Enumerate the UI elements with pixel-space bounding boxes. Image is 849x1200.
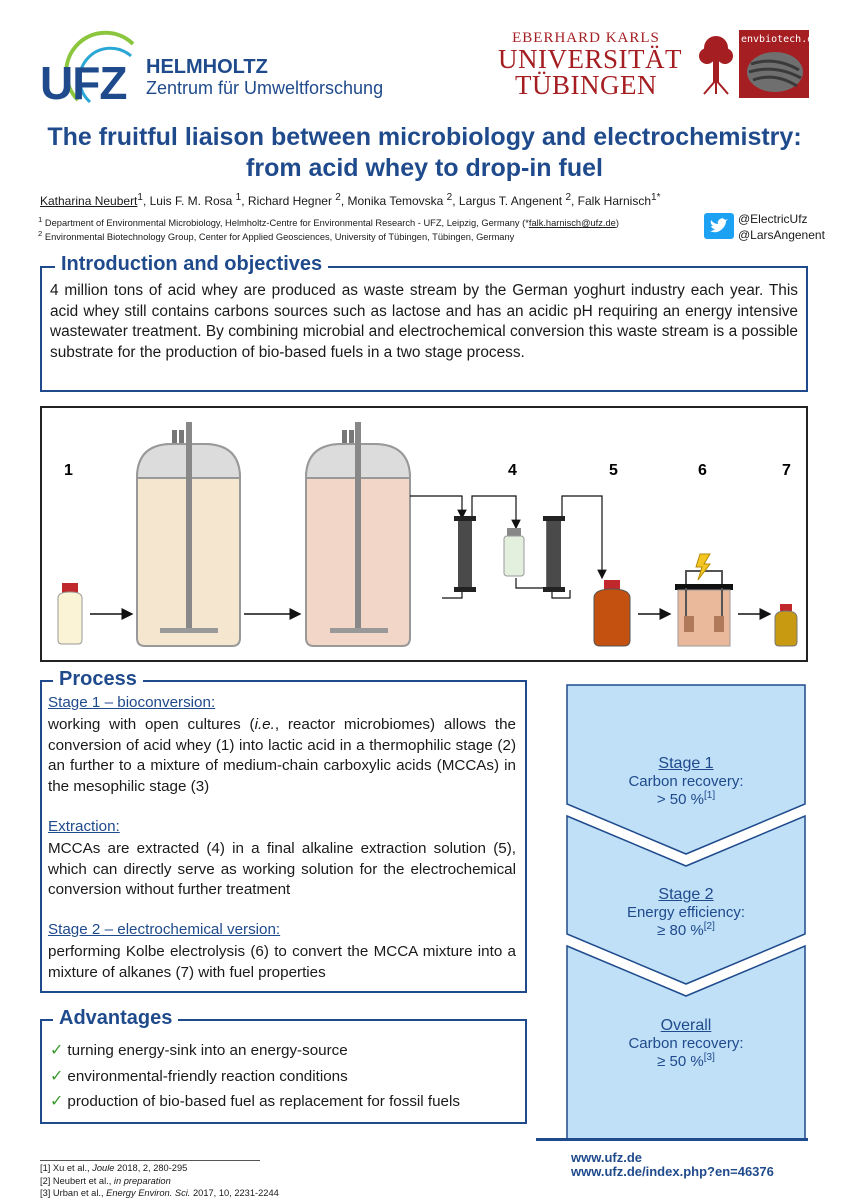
tuebingen-logo-line2: UNIVERSITÄT — [498, 44, 682, 74]
poster-title-line2: from acid whey to drop-in fuel — [246, 154, 603, 182]
ufz-logo-text: UFZ — [40, 57, 127, 109]
stage-1-heading: Stage 1 — [658, 755, 714, 772]
reference-3-journal: Energy Environ. Sci. — [106, 1188, 191, 1198]
envbiotech-label: envbiotech.de — [741, 34, 820, 45]
twitter-icon — [704, 213, 734, 239]
stage-1-value — [567, 790, 805, 808]
footer-url-1[interactable]: www.ufz.de — [571, 1150, 643, 1165]
author-4-sup: 2 — [446, 192, 453, 203]
acid-whey-bottle — [58, 583, 82, 644]
reference-2 — [40, 1176, 171, 1186]
author-2: , Luis F. M. Rosa — [142, 194, 236, 208]
stage-1-line1: Carbon recovery: — [628, 773, 744, 790]
author-6: , Falk Harnisch — [571, 194, 652, 208]
contact-email-link[interactable]: falk.harnisch@ufz.de — [528, 218, 616, 229]
advantage-item — [50, 1066, 348, 1086]
process-diagram — [40, 406, 808, 662]
intro-text: 4 million tons of acid whey are produced as waste stream by the German yoghurt industry each year. This acid whey still contains carbons sources such as lactose and has an acidic pH requiring an energy intensive wastewater treatment. By combining microbial and electrochemical conversion this waste stream is a possible substrate for the production of bio-based fuels in a two stage process. — [50, 282, 798, 361]
stage-1-ref: [1] — [704, 790, 716, 801]
diagram-label-6: 6 — [698, 462, 707, 479]
overall-heading: Overall — [660, 1017, 712, 1034]
reference-2-authors: [2] Neubert et al., — [40, 1176, 114, 1186]
author-1-sup: 1 — [137, 192, 143, 203]
affiliation-2-text: Environmental Biotechnology Group, Center for Applied Geosciences, University of Tübingen, Tübingen, Germany — [42, 232, 515, 243]
stage2-heading: Stage 2 – electrochemical version: — [48, 921, 281, 938]
reference-3-details: 2017, 10, 2231-2244 — [190, 1188, 279, 1198]
advantage-item-text: turning energy-sink into an energy-source — [67, 1042, 348, 1059]
diagram-label-1: 1 — [64, 462, 73, 479]
author-3: , Richard Hegner — [241, 194, 336, 208]
check-icon: ✓ — [50, 1068, 64, 1085]
stage-2-value-text: ≥ 80 % — [657, 922, 704, 939]
stage-1-value-text: > 50 % — [656, 791, 704, 808]
author-5: , Largus T. Angenent — [452, 194, 566, 208]
stage1-text — [48, 715, 516, 797]
twitter-handle-1[interactable]: @ElectricUfz — [738, 212, 808, 226]
extraction-column-2 — [543, 516, 565, 592]
stage1-heading: Stage 1 – bioconversion: — [48, 694, 216, 711]
process-diagram-svg — [42, 408, 806, 660]
stage-2-heading: Stage 2 — [658, 886, 714, 903]
affiliation-2-num: 2 — [38, 229, 43, 238]
alkaline-solution-bottle — [594, 580, 630, 646]
extraction-column-1 — [454, 516, 476, 592]
process-heading: Process — [53, 668, 143, 691]
stage2-text: performing Kolbe electrolysis (6) to convert the MCCA mixture into a mixture of alkanes (7) with fuel properties — [48, 943, 516, 981]
reference-1 — [40, 1163, 187, 1173]
extraction-heading: Extraction: — [48, 818, 120, 835]
advantage-item — [50, 1040, 348, 1060]
stage-2-ref: [2] — [703, 921, 715, 932]
overall-value — [567, 1052, 805, 1070]
stage-2-line1: Energy efficiency: — [626, 904, 746, 921]
advantage-item — [50, 1091, 460, 1111]
check-icon: ✓ — [50, 1042, 64, 1059]
stage-2-info — [567, 886, 805, 939]
intro-heading: Introduction and objectives — [55, 253, 328, 276]
extraction-vial — [504, 528, 524, 576]
overall-line1: Carbon recovery: — [628, 1035, 744, 1052]
author-5-sup: 2 — [565, 192, 571, 203]
advantage-item-text: environmental-friendly reaction conditions — [67, 1068, 348, 1085]
tuebingen-logo-line3: TÜBINGEN — [515, 70, 657, 100]
poster-title-line1: The fruitful liaison between microbiology and electrochemistry: — [47, 123, 802, 151]
helmholtz-subtitle: Zentrum für Umweltforschung — [146, 78, 384, 98]
affiliation-1 — [38, 215, 619, 228]
author-1: Katharina Neubert — [40, 194, 138, 208]
thermophilic-reactor — [137, 422, 240, 646]
reference-1-journal: Joule — [92, 1163, 115, 1173]
advantages-heading: Advantages — [53, 1007, 178, 1030]
affiliation-1-num: 1 — [38, 215, 43, 224]
footer-divider — [536, 1138, 808, 1141]
overall-ref: [3] — [703, 1052, 715, 1063]
author-3-sup: 2 — [335, 192, 341, 203]
diagram-label-4: 4 — [508, 462, 517, 479]
helmholtz-title: HELMHOLTZ — [146, 56, 268, 78]
twitter-handle-2[interactable]: @LarsAngenent — [738, 228, 825, 242]
author-4: , Monika Temovska — [340, 194, 447, 208]
reference-1-details: 2018, 2, 280-295 — [114, 1163, 188, 1173]
diagram-label-5: 5 — [609, 462, 618, 479]
tree-logo-icon — [698, 34, 734, 96]
reference-2-status: in preparation — [113, 1176, 171, 1186]
affiliation-1-text: Department of Environmental Microbiology, Helmholtz-Centre for Environmental Research - UFZ, Leipzig, Germany (* — [42, 218, 529, 229]
tuebingen-logo-line1: EBERHARD KARLS — [512, 30, 660, 46]
extraction-text: MCCAs are extracted (4) in a final alkaline extraction solution (5), which can directly serve as working solution for the electrochemical conversion without further treatment — [48, 840, 516, 898]
affiliation-1-end: ) — [615, 218, 619, 229]
overall-info — [567, 1017, 805, 1070]
advantage-item-text: production of bio-based fuel as replacement for fossil fuels — [67, 1093, 460, 1110]
author-2-sup: 1 — [235, 192, 242, 203]
affiliation-2 — [38, 229, 514, 242]
author-6-sup: 1* — [651, 192, 661, 203]
stage-2-value — [567, 921, 805, 939]
lightning-icon — [696, 554, 710, 580]
overall-value-text: ≥ 50 % — [657, 1053, 704, 1070]
reference-3-authors: [3] Urban et al., — [40, 1188, 107, 1198]
stage1-text-a: working with open cultures ( — [48, 716, 255, 733]
stage1-text-ie: i.e. — [254, 716, 275, 733]
reference-3 — [40, 1188, 279, 1198]
footer-url-2[interactable]: www.ufz.de/index.php?en=46376 — [571, 1164, 774, 1179]
reference-1-authors: [1] Xu et al., — [40, 1163, 93, 1173]
author-list — [40, 192, 660, 208]
references-divider — [40, 1160, 260, 1161]
check-icon: ✓ — [50, 1093, 64, 1110]
diagram-label-7: 7 — [782, 462, 791, 479]
stage1-text-b: , reactor microbiomes) allows the conversion of acid whey (1) into lactic acid in a thermophilic stage (2) an further to a mixture of medium-chain carboxylic acids (MCCAs) in the mesophilic stage (3) — [48, 716, 516, 795]
stage-1-info — [567, 755, 805, 808]
fuel-bottle — [775, 604, 797, 646]
kolbe-electrolysis-cell — [675, 554, 733, 646]
mesophilic-reactor — [306, 422, 410, 646]
